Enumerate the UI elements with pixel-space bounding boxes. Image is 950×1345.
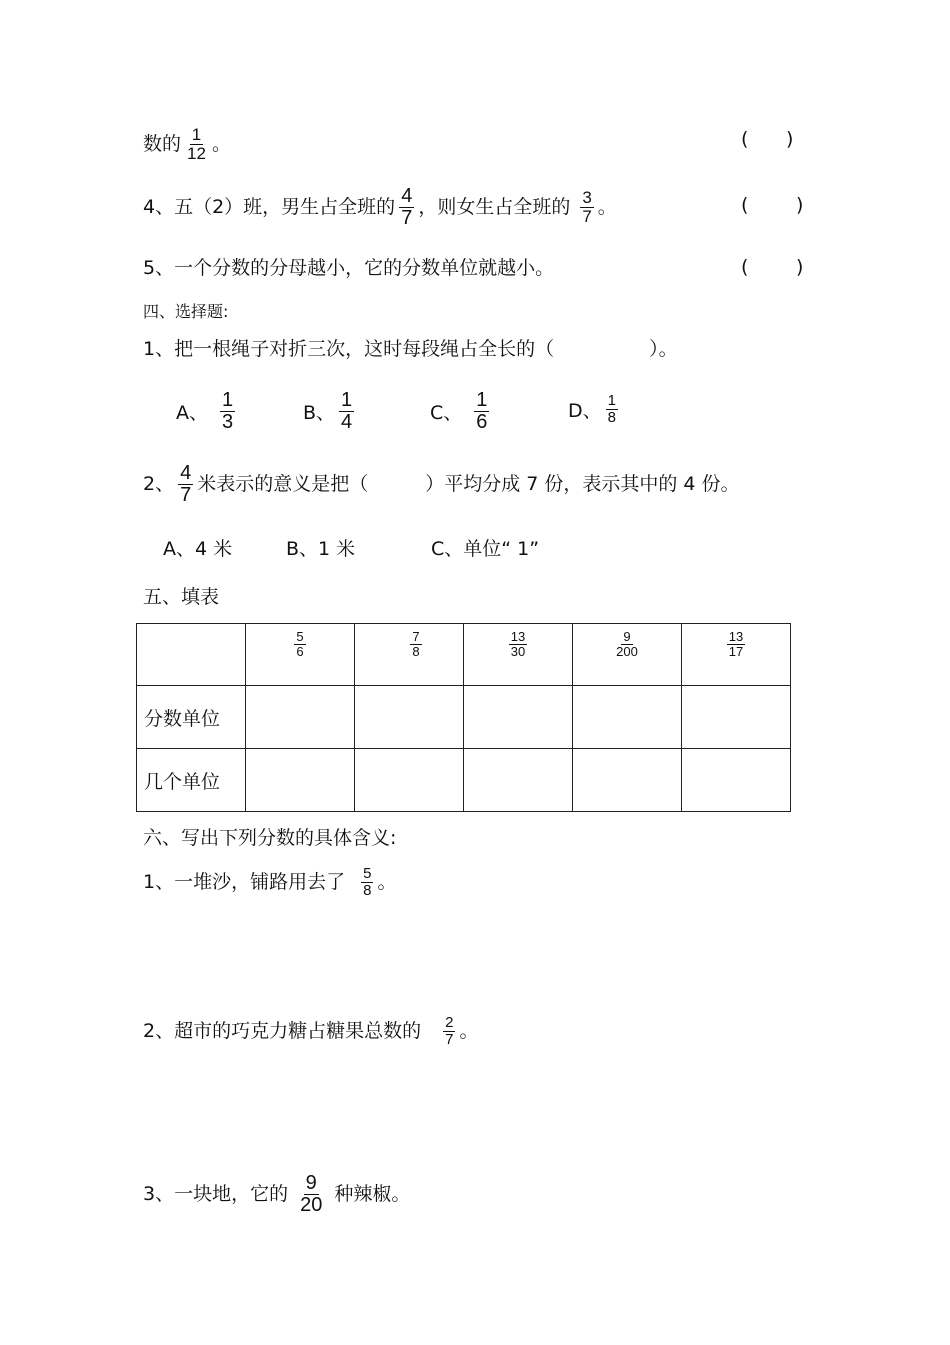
choice-heading: 四、选择题: xyxy=(143,302,229,321)
table-header-cell: $\frac{7}{8}$ xyxy=(355,624,464,686)
q3-text: 数的 xyxy=(143,132,182,155)
choice-q1-option-c: C、 $\frac{1}{6}$ xyxy=(430,389,488,433)
meaning-item-3: 3、一块地，它的 $\frac{9}{20}$ 种辣椒。 xyxy=(143,1172,411,1216)
choice-q2-option-b: B、1 米 xyxy=(286,538,356,560)
table-answer-cell[interactable] xyxy=(246,686,355,749)
q4-answer-open-paren: ( xyxy=(741,194,749,216)
q5-answer-open-paren: ( xyxy=(741,256,749,278)
judge-q5: 5、一个分数的分母越小，它的分数单位就越小。 xyxy=(143,257,555,279)
choice-q1-option-a: A、 $\frac{1}{3}$ xyxy=(176,389,234,433)
q3-answer-close-paren: ) xyxy=(786,128,794,150)
table-answer-cell[interactable] xyxy=(246,749,355,812)
row-label-fraction-unit: 分数单位 xyxy=(137,686,246,749)
meaning-heading: 六、写出下列分数的具体含义: xyxy=(143,827,397,849)
q2-fraction: $\frac{4}{7}$ xyxy=(180,462,192,506)
row-label-unit-count: 几个单位 xyxy=(137,749,246,812)
choice-q1-option-d: D、 $\frac{1}{8}$ xyxy=(568,392,616,426)
q4-fraction-girls: $\frac{3}{7}$ xyxy=(582,188,592,226)
q3-fraction: $\frac{1}{12}$ xyxy=(187,125,206,163)
choice-q1-option-b: B、 $\frac{1}{4}$ xyxy=(303,389,353,433)
table-answer-cell[interactable] xyxy=(464,749,573,812)
table-row xyxy=(137,686,791,749)
table-header-cell: $\frac{5}{6}$ xyxy=(246,624,355,686)
fraction-table xyxy=(136,623,791,812)
table-answer-cell[interactable] xyxy=(573,749,682,812)
table-header-cell: $\frac{13}{17}$ xyxy=(682,624,791,686)
table-answer-cell[interactable] xyxy=(573,686,682,749)
judge-q4: 4、五（2）班，男生占全班的 $\frac{4}{7}$ ，则女生占全班的 $\frac{3}{7}$ 。 xyxy=(143,185,617,229)
table-header-cell: $\frac{13}{30}$ xyxy=(464,624,573,686)
q4-fraction-boys: $\frac{4}{7}$ xyxy=(401,185,413,229)
q4-answer-close-paren: ) xyxy=(796,194,804,216)
table-heading: 五、填表 xyxy=(143,586,220,608)
meaning-item-1: 1、一堆沙，铺路用去了 $\frac{5}{8}$ 。 xyxy=(143,865,397,899)
table-answer-cell[interactable] xyxy=(682,749,791,812)
table-answer-cell[interactable] xyxy=(355,749,464,812)
choice-q1: 1、把一根绳子对折三次，这时每段绳占全长的（ ）。 xyxy=(143,338,678,360)
table-answer-cell[interactable] xyxy=(682,686,791,749)
table-answer-cell[interactable] xyxy=(355,686,464,749)
table-header-cell: $\frac{9}{200}$ xyxy=(573,624,682,686)
q3-answer-open-paren: ( xyxy=(741,128,749,150)
table-answer-cell[interactable] xyxy=(464,686,573,749)
judge-q3-tail: 数的 $\frac{1}{12}$ 。 xyxy=(143,125,231,163)
meaning-item-2: 2、超市的巧克力糖占糖果总数的 $\frac{2}{7}$ 。 xyxy=(143,1014,479,1048)
table-corner-cell xyxy=(137,624,246,686)
q5-answer-close-paren: ) xyxy=(796,256,804,278)
choice-q2: 2、 $\frac{4}{7}$ 米表示的意义是把（ ）平均分成 7 份，表示其中的 4 份。 xyxy=(143,462,740,506)
choice-q2-option-c: C、单位“ 1” xyxy=(431,538,540,560)
table-header-row xyxy=(137,624,791,686)
table-row xyxy=(137,749,791,812)
choice-q2-option-a: A、4 米 xyxy=(163,538,233,560)
